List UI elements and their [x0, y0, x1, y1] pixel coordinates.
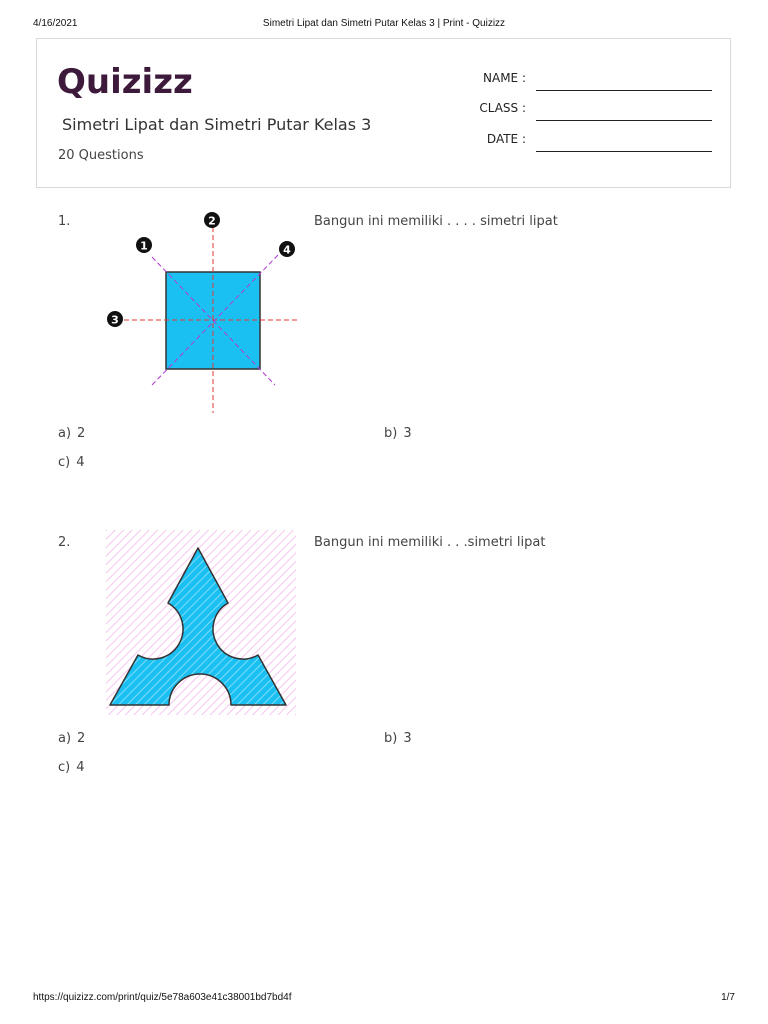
- option-value: 2: [77, 426, 86, 441]
- question-2-text: Bangun ini memiliki . . .simetri lipat: [314, 535, 546, 550]
- option-value: 3: [403, 426, 412, 441]
- q1-option-a: [58, 426, 91, 441]
- svg-text:3: 3: [111, 313, 119, 327]
- option-key: a): [58, 731, 72, 746]
- fold-line-marker-2: [204, 212, 220, 228]
- svg-text:4: 4: [283, 243, 291, 257]
- class-label: CLASS :: [479, 101, 526, 115]
- fold-line-marker-3: [107, 311, 123, 327]
- date-field: [37, 132, 730, 152]
- fold-line-marker-4: [279, 241, 295, 257]
- question-2-number: 2.: [58, 535, 71, 550]
- name-line: [536, 90, 712, 91]
- triangle-shape-figure: [106, 530, 296, 715]
- class-field: [37, 101, 730, 121]
- question-count: 20 Questions: [58, 148, 144, 163]
- print-url[interactable]: https://quizizz.com/print/quiz/5e78a603e41c38001bd7bd4f: [33, 992, 292, 1003]
- svg-text:Quizizz: Quizizz: [57, 62, 193, 101]
- q1-option-b: [384, 426, 418, 441]
- quiz-header: [36, 38, 731, 188]
- print-footer: [33, 992, 735, 1006]
- option-value: 4: [76, 760, 85, 775]
- q2-option-a: [58, 731, 91, 746]
- print-title: Simetri Lipat dan Simetri Putar Kelas 3 | Print - Quizizz: [262, 18, 506, 29]
- q2-option-c: [58, 760, 91, 775]
- name-label: NAME :: [483, 71, 526, 85]
- date-label: DATE :: [486, 132, 526, 146]
- option-key: c): [58, 455, 71, 470]
- option-value: 4: [76, 455, 85, 470]
- date-line: [536, 151, 712, 152]
- name-field: [37, 71, 730, 91]
- option-value: 3: [403, 731, 412, 746]
- option-key: a): [58, 426, 72, 441]
- square-symmetry-figure: [100, 205, 310, 415]
- option-key: c): [58, 760, 71, 775]
- q2-option-b: [384, 731, 418, 746]
- q1-option-c: [58, 455, 91, 470]
- question-1-number: 1.: [58, 214, 71, 229]
- quiz-title: Simetri Lipat dan Simetri Putar Kelas 3: [62, 115, 372, 134]
- option-value: 2: [77, 731, 86, 746]
- option-key: b): [384, 426, 398, 441]
- fold-line-marker-1: [136, 237, 152, 253]
- page-number: 1/7: [721, 992, 735, 1003]
- question-1-text: Bangun ini memiliki . . . . simetri lipat: [314, 214, 558, 229]
- print-date: 4/16/2021: [33, 18, 78, 29]
- class-line: [536, 120, 712, 121]
- svg-text:2: 2: [208, 214, 216, 228]
- svg-text:1: 1: [140, 239, 148, 253]
- option-key: b): [384, 731, 398, 746]
- print-header: [33, 18, 735, 32]
